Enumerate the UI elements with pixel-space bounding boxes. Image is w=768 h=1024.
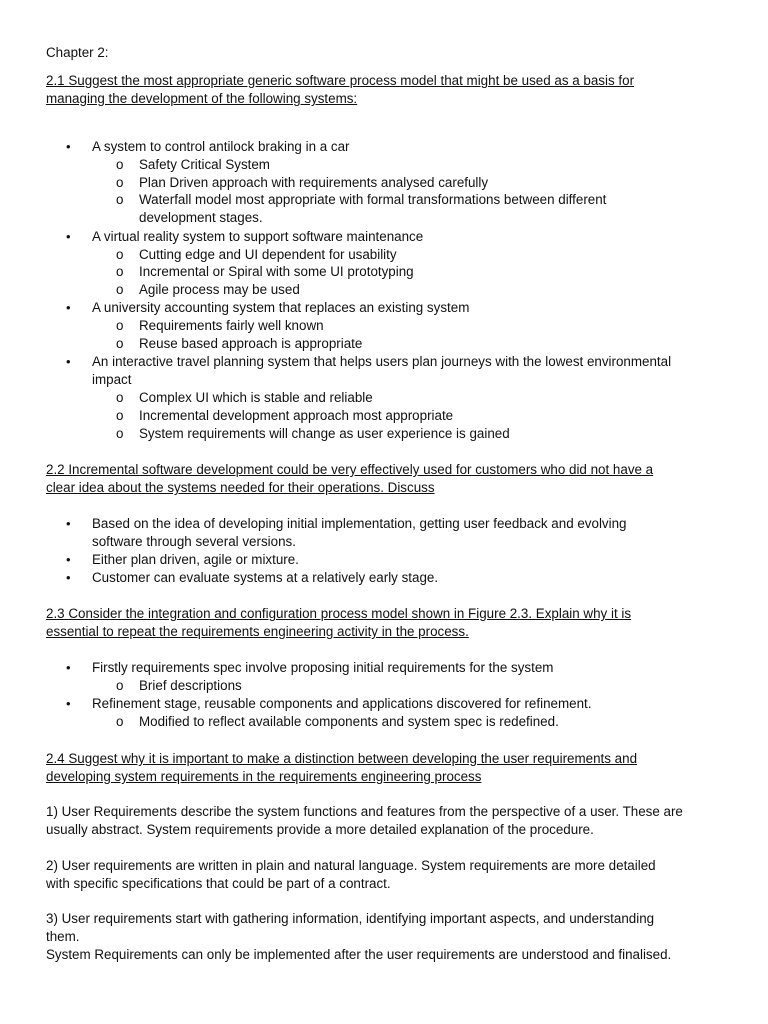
- sub-bullet-icon: o: [116, 426, 124, 441]
- list-item: Customer can evaluate systems at a relatively early stage.: [92, 570, 439, 585]
- sub-bullet-icon: o: [116, 318, 124, 333]
- question-2-4-title: 2.4 Suggest why it is important to make a distinction between developing the user requirements and: [46, 751, 638, 766]
- list-item: A virtual reality system to support software maintenance: [92, 229, 424, 244]
- bullet-icon: •: [66, 552, 71, 567]
- list-item: Firstly requirements spec involve proposing initial requirements for the system: [92, 660, 554, 675]
- question-2-2-title-cont: clear idea about the systems needed for their operations. Discuss: [46, 480, 435, 495]
- list-item: A university accounting system that replaces an existing system: [92, 300, 470, 315]
- list-item: A system to control antilock braking in a car: [92, 139, 350, 154]
- list-item: Based on the idea of developing initial implementation, getting user feedback and evolving: [92, 516, 627, 531]
- sub-list-item: Modified to reflect available components and system spec is redefined.: [139, 714, 559, 729]
- answer-paragraph-3-cont: them.: [46, 929, 80, 944]
- answer-paragraph-3: 3) User requirements start with gathering information, identifying important aspects, and understanding: [46, 911, 655, 926]
- bullet-icon: •: [66, 660, 71, 675]
- sub-list-item: Plan Driven approach with requirements analysed carefully: [139, 175, 489, 190]
- question-2-3-title: 2.3 Consider the integration and configuration process model shown in Figure 2.3. Explain why it is: [46, 606, 632, 621]
- sub-list-item: Incremental development approach most appropriate: [139, 408, 454, 423]
- sub-list-item: Safety Critical System: [139, 157, 270, 172]
- sub-bullet-icon: o: [116, 247, 124, 262]
- sub-list-item: Requirements fairly well known: [139, 318, 324, 333]
- sub-list-item: Incremental or Spiral with some UI prototyping: [139, 264, 414, 279]
- sub-bullet-icon: o: [116, 714, 124, 729]
- question-2-4-title-cont: developing system requirements in the requirements engineering process: [46, 769, 482, 784]
- sub-list-item: Cutting edge and UI dependent for usability: [139, 247, 397, 262]
- bullet-icon: •: [66, 229, 71, 244]
- sub-bullet-icon: o: [116, 264, 124, 279]
- list-item-cont: impact: [92, 372, 132, 387]
- bullet-icon: •: [66, 354, 71, 369]
- sub-bullet-icon: o: [116, 336, 124, 351]
- bullet-icon: •: [66, 516, 71, 531]
- list-item: Either plan driven, agile or mixture.: [92, 552, 299, 567]
- bullet-icon: •: [66, 139, 71, 154]
- sub-list-item: System requirements will change as user experience is gained: [139, 426, 510, 441]
- sub-list-item: Waterfall model most appropriate with formal transformations between different: [139, 192, 607, 207]
- bullet-icon: •: [66, 570, 71, 585]
- question-2-3-title-cont: essential to repeat the requirements engineering activity in the process.: [46, 624, 469, 639]
- answer-paragraph-1: 1) User Requirements describe the system functions and features from the perspective of a user. These are: [46, 804, 683, 819]
- list-item: An interactive travel planning system that helps users plan journeys with the lowest environmental: [92, 354, 672, 369]
- sub-list-item: Complex UI which is stable and reliable: [139, 390, 373, 405]
- sub-list-item: Brief descriptions: [139, 678, 242, 693]
- sub-bullet-icon: o: [116, 390, 124, 405]
- question-2-2-title: 2.2 Incremental software development could be very effectively used for customers who did not have a: [46, 462, 654, 477]
- answer-paragraph-2-cont: with specific specifications that could be part of a contract.: [46, 876, 391, 891]
- sub-list-item: Reuse based approach is appropriate: [139, 336, 363, 351]
- list-item: Refinement stage, reusable components and applications discovered for refinement.: [92, 696, 592, 711]
- sub-bullet-icon: o: [116, 282, 124, 297]
- sub-bullet-icon: o: [116, 175, 124, 190]
- answer-paragraph-1-cont: usually abstract. System requirements provide a more detailed explanation of the procedure.: [46, 822, 594, 837]
- chapter-heading: Chapter 2:: [46, 45, 109, 60]
- question-2-1-title-cont: managing the development of the following systems:: [46, 91, 358, 106]
- sub-bullet-icon: o: [116, 678, 124, 693]
- question-2-1-title: 2.1 Suggest the most appropriate generic software process model that might be used as a basis for: [46, 73, 635, 88]
- answer-paragraph-2: 2) User requirements are written in plain and natural language. System requirements are more detailed: [46, 858, 656, 873]
- sub-bullet-icon: o: [116, 157, 124, 172]
- sub-bullet-icon: o: [116, 192, 124, 207]
- sub-list-item-cont: development stages.: [139, 210, 263, 225]
- sub-list-item: Agile process may be used: [139, 282, 300, 297]
- bullet-icon: •: [66, 696, 71, 711]
- bullet-icon: •: [66, 300, 71, 315]
- sub-bullet-icon: o: [116, 408, 124, 423]
- answer-paragraph-3-final: System Requirements can only be implemented after the user requirements are understood and finalised.: [46, 947, 672, 962]
- list-item-cont: software through several versions.: [92, 534, 296, 549]
